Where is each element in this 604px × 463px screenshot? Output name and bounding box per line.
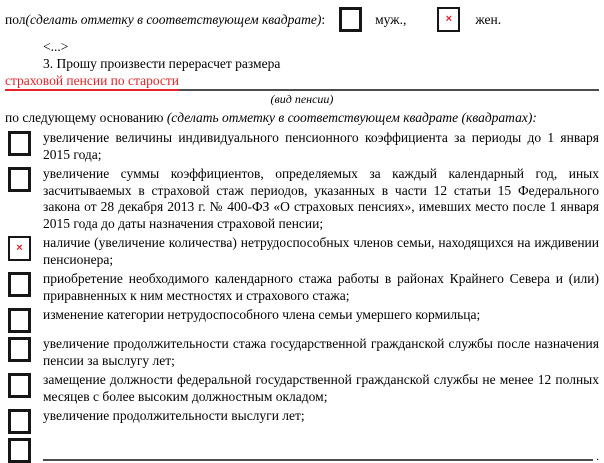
list-item-label: увеличение продолжительности выслуги лет;	[43, 408, 305, 423]
list-item	[5, 372, 599, 405]
list-item	[5, 437, 599, 463]
checked-checkbox[interactable]: ×	[8, 236, 31, 261]
list-item	[5, 271, 599, 304]
checkbox[interactable]	[8, 409, 31, 434]
gender-label: пол	[5, 11, 26, 27]
basis-list	[5, 130, 599, 463]
checkbox[interactable]	[8, 373, 31, 398]
basis-label-instruction: (сделать отметку в соответствующем квадрате (квадратах):	[166, 110, 537, 125]
pension-type-fill-line[interactable]	[179, 74, 599, 91]
list-item	[5, 235, 599, 268]
list-item-label: замещение должности федеральной государственной гражданской службы не менее 12 полных месяцев с более высоким должностным окладом;	[43, 372, 599, 404]
gender-row	[5, 5, 599, 34]
checkbox[interactable]	[8, 308, 31, 333]
list-item-label: приобретение необходимого календарного стажа работы в районах Крайнего Севера и (или) приравненных к ним местностях и страхового стажа;	[43, 271, 599, 303]
list-item-label: увеличение продолжительности стажа государственной гражданской службы после назначения пенсии за выслугу лет;	[43, 336, 599, 368]
list-item-label: наличие (увеличение количества) нетрудоспособных членов семьи, находящихся на иждивении пенсионера;	[43, 235, 599, 267]
basis-label: по следующему основанию	[5, 110, 167, 125]
checkbox[interactable]	[8, 167, 31, 192]
list-item	[5, 130, 599, 163]
gender-label-instruction: (сделать отметку в соответствующем квадрате)	[25, 11, 322, 27]
checkbox[interactable]	[8, 337, 31, 362]
male-label: муж.,	[375, 11, 407, 27]
list-item-label: увеличение суммы коэффициентов, определяемых за каждый календарный год, иных засчитываемых в страховой стаж периодов, указанных в части 12 статьи 15 Федерального закона от 28 декабря 2013 г. № 400-ФЗ «О страховых пенсиях», имевших место после 1 января 2015 года до даты назначения страховой пенсии;	[43, 166, 599, 231]
list-item	[5, 307, 599, 333]
female-checkbox[interactable]: ×	[437, 7, 460, 32]
list-item	[5, 408, 599, 434]
list-item-label: изменение категории нетрудоспособного члена семьи умершего кормильца;	[43, 307, 481, 322]
female-label: жен.	[475, 11, 502, 27]
checkbox[interactable]	[8, 272, 31, 297]
checkbox[interactable]	[8, 131, 31, 156]
checkbox[interactable]	[8, 438, 31, 463]
male-checkbox[interactable]	[339, 7, 362, 32]
trailing-period: .	[596, 451, 599, 463]
omitted-content-marker: <...>	[43, 39, 69, 54]
pension-type-row	[5, 73, 599, 91]
basis-intro	[5, 109, 599, 126]
gender-label-colon: :	[321, 11, 326, 27]
list-item	[5, 166, 599, 232]
pension-type-value: страховой пенсии по старости	[5, 73, 179, 91]
pension-type-caption: (вид пенсии)	[270, 92, 334, 106]
list-item-label: увеличение величины индивидуального пенсионного коэффициента за периоды до 1 января 2015 года;	[43, 130, 599, 162]
request-line: 3. Прошу произвести перерасчет размера	[43, 56, 281, 71]
list-item	[5, 336, 599, 369]
blank-fill-line[interactable]	[43, 439, 593, 461]
